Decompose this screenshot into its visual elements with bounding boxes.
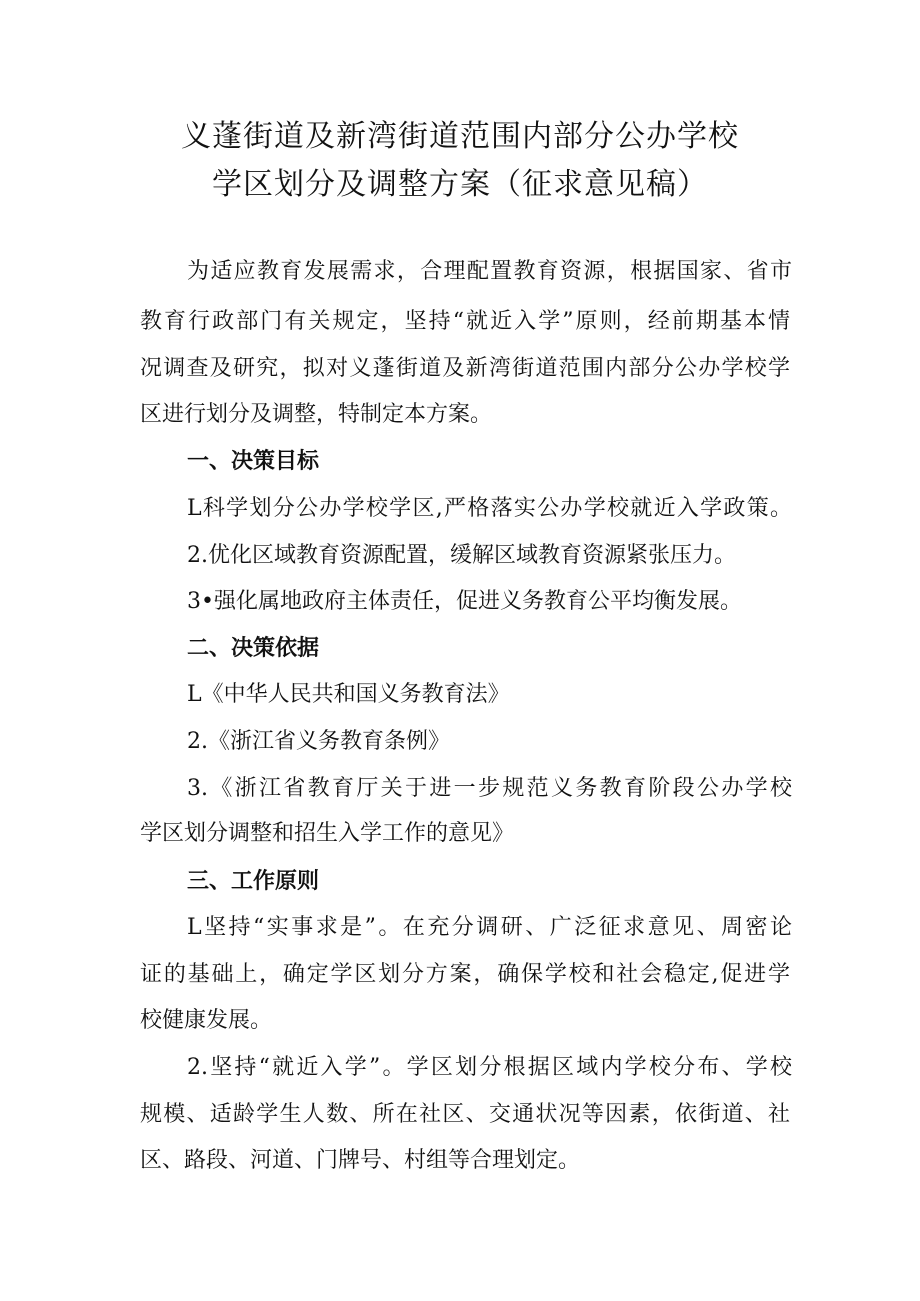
section2-item-2: 2.《浙江省义务教育条例》 <box>187 729 450 754</box>
section3-principle-1-line-2: 证的基础上，确定学区划分方案，确保学校和社会稳定,促进学 <box>140 962 790 987</box>
section-heading-working-principles: 三、工作原则 <box>187 869 320 894</box>
intro-paragraph-line-1: 为适应教育发展需求，合理配置教育资源，根据国家、省市 <box>187 259 792 284</box>
section3-principle-1-line-3: 校健康发展。 <box>140 1008 273 1033</box>
section-heading-decision-basis: 二、决策依据 <box>187 636 320 661</box>
section1-item-3: 3•强化属地政府主体责任，促进义务教育公平均衡发展。 <box>187 589 742 614</box>
section3-principle-1-line-1: L坚持“实事求是”。在充分调研、广泛征求意见、周密论 <box>187 915 792 940</box>
intro-paragraph-line-2: 教育行政部门有关规定，坚持“就近入学”原则，经前期基本情 <box>140 309 790 334</box>
intro-paragraph-line-3: 况调查及研究，拟对义蓬街道及新湾街道范围内部分公办学校学 <box>140 356 790 381</box>
section2-item-3-line-1: 3.《浙江省教育厅关于进一步规范义务教育阶段公办学校 <box>187 776 792 801</box>
intro-paragraph-line-4: 区进行划分及调整，特制定本方案。 <box>140 402 493 427</box>
section-heading-decision-goals: 一、决策目标 <box>187 449 320 474</box>
section1-item-2: 2.优化区域教育资源配置，缓解区域教育资源紧张压力。 <box>187 543 736 568</box>
section2-item-3-line-2: 学区划分调整和招生入学工作的意见》 <box>140 821 515 846</box>
section3-principle-2-line-3: 区、路段、河道、门牌号、村组等合理划定。 <box>140 1148 581 1173</box>
document-title-line-1: 义蓬街道及新湾街道范围内部分公办学校 <box>181 119 739 154</box>
section1-item-1: L科学划分公办学校学区,严格落实公办学校就近入学政策。 <box>187 496 792 521</box>
document-title-line-2: 学区划分及调整方案（征求意见稿） <box>212 167 708 202</box>
section3-principle-2-line-2: 规模、适龄学生人数、所在社区、交通状况等因素，依街道、社 <box>140 1102 790 1127</box>
section3-principle-2-line-1: 2.坚持“就近入学”。学区划分根据区域内学校分布、学校 <box>187 1055 792 1080</box>
section2-item-1: L《中华人民共和国义务教育法》 <box>187 682 510 707</box>
